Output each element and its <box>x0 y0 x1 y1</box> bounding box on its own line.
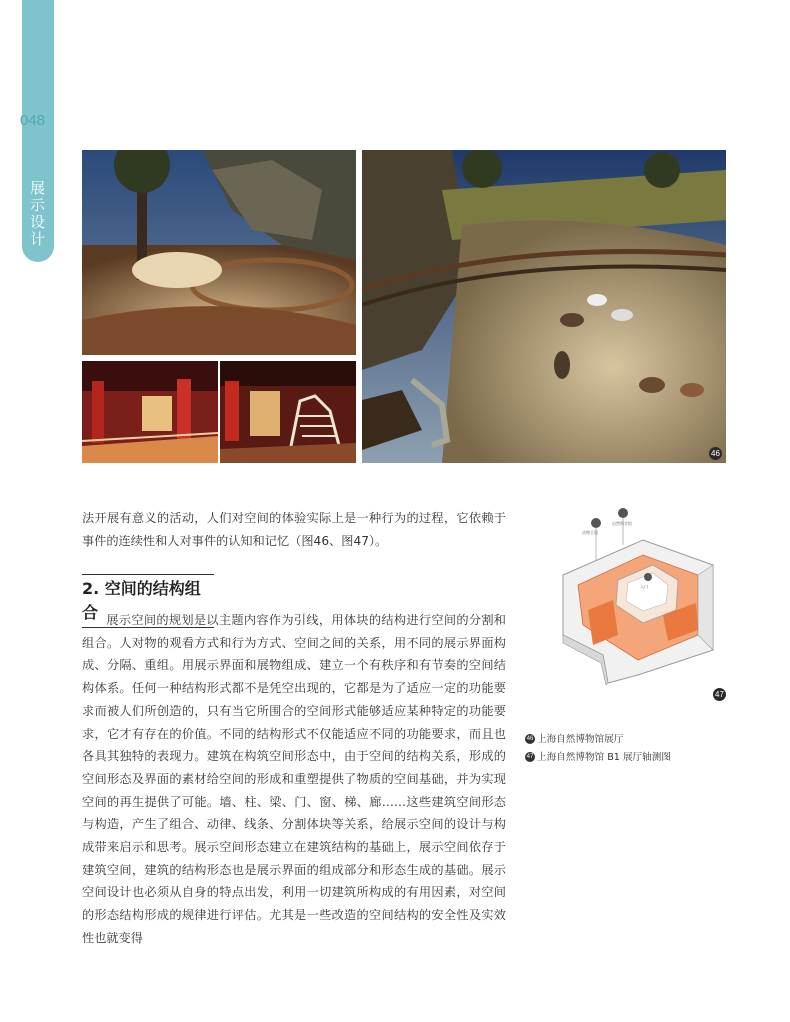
photo-diorama-left <box>82 150 356 355</box>
section-heading: 2. 空间的结构组合 <box>82 574 214 628</box>
photo-diorama-savanna <box>362 150 726 463</box>
axonometric-drawing <box>548 505 726 685</box>
chapter-tab <box>22 0 54 262</box>
intro-paragraph: 法开展有意义的活动，人们对空间的体验实际上是一种行为的过程，它依赖于事件的连续性和人对事件的认知和记忆（图46、图47）。 <box>82 511 506 548</box>
caption-46-text: 上海自然博物馆展厅 <box>537 734 624 745</box>
chapter-tab-label <box>22 180 54 248</box>
page-number: 048 <box>20 112 46 129</box>
sign-label-animal-kingdom: 动物王国 <box>582 530 598 535</box>
caption-46-badge: 46 <box>526 736 534 742</box>
main-paragraph: 展示空间的规划是以主题内容作为引线，用体块的结构进行空间的分割和组合。人对物的观看方式和行为方式、空间之间的关系，用不同的展示界面构成、分隔、重组。用展示界面和展物组成、建立一个有秩序和有节奏的空间结构体系。任何一种结构形式都不是凭空出现的，它都是为了适应一定的功能要求而被人们所创造的，只有当它所围合的空间形式能够适应某种特定的功能要求，它才有存在的价值。不同的结构形式不仅能适应不同的功能要求，而且也各具其独特的表现力。建筑在构筑空间形态中，由于空间的结构关系，形成的空间形态及界面的素材给空间的形成和重塑提供了物质的空间基础，并为实现空间的再生提供了可能。墙、柱、梁、门、窗、梯、廊……这些建筑空间形态与构造，产生了组合、动律、线条、分割体块等关系，给展示空间的设计与构成带来启示和思考。展示空间形态建立在建筑结构的基础上，展示空间依存于建筑空间，建筑的结构形态也是展示界面的组成部分和形态生成的基础。展示空间设计也必须从自身的特点出发，利用一切建筑所构成的有用因素，对空间的形态结构形成的规律进行评估。尤其是一些改造的空间结构的安全性及实效性也就变得 <box>82 613 506 945</box>
caption-47 <box>525 751 671 765</box>
sign-label-science-hall: 自然科学馆 <box>612 521 632 526</box>
caption-46 <box>525 733 623 747</box>
photo-gallery-red <box>82 361 218 463</box>
figure-46-number: 46 <box>709 447 722 460</box>
figure-47-number: 47 <box>713 688 726 701</box>
caption-47-badge: 47 <box>526 754 534 760</box>
photo-gallery-skeleton <box>220 361 356 463</box>
sign-label-entrance: 入口 <box>640 584 648 589</box>
chapter-tab-text: 展 示 设 计 <box>29 179 46 248</box>
caption-47-text: 上海自然博物馆 B1 展厅轴测图 <box>537 752 671 763</box>
